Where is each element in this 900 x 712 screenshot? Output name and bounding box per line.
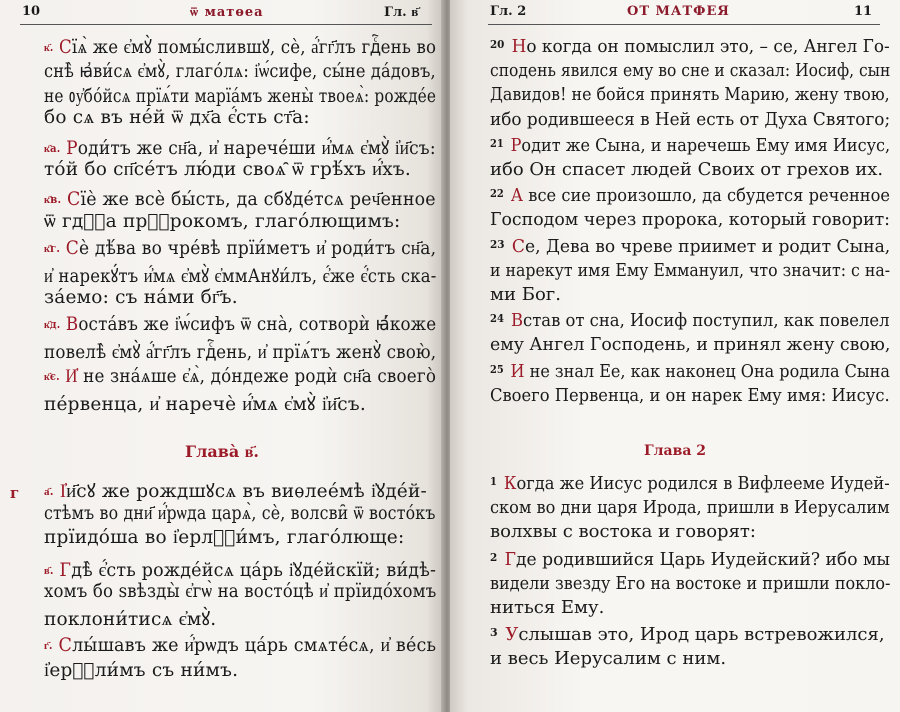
verse-line xyxy=(44,186,436,211)
verse-text: и нарекут имя Ему Еммануил, что значит: с на- xyxy=(490,259,891,281)
verse-line xyxy=(44,606,216,631)
verse-text: снѣ̀ ꙗ҆ви́сѧ є҆мꙋ̀, глаго́лѧ: і҆ѡ́сифе, сы́не да́довъ, xyxy=(44,61,436,83)
verse-text: ҆и҃сꙋ же рождшꙋсѧ въ виѳлее́мѣ і҆ꙋде́й- xyxy=(66,481,427,502)
verse-line xyxy=(490,135,890,156)
verse-initial: С xyxy=(65,238,80,260)
verse-line xyxy=(490,624,885,645)
verse-initial: К xyxy=(503,473,517,494)
verse-line xyxy=(490,84,890,105)
verse-text: о когда он помыслил это, – се, Ангел Го- xyxy=(526,36,890,57)
verse-initial: Г xyxy=(59,559,72,581)
verse-text: и҆ нарекꙋ́тъ и҆́мѧ є҆мꙋ̀ є҆ммАнꙋи́лъ, є҆́же є҆́сть ска- xyxy=(44,265,437,287)
verse-initial: И xyxy=(65,366,78,388)
verse-text: хомъ бо ѕвѣзды̀ є҆гѡ̀ на восто́цѣ и҆ прїидо́хомъ xyxy=(44,581,437,602)
verse-number: 1 xyxy=(490,475,497,488)
verse-text: ѿ гдⷭ҇а прⷪ҇рокомъ, глаго́лющимъ: xyxy=(44,210,401,232)
verse-number: к҃а. xyxy=(44,141,61,155)
verse-text: не знал Ее, как наконец Она родила Сына xyxy=(524,360,890,382)
verse-initial: Р xyxy=(66,137,78,159)
verse-text: Господом через пророка, который говорит: xyxy=(490,209,891,231)
verse-line xyxy=(490,60,890,81)
verse-initial: С xyxy=(58,635,73,656)
verse-line xyxy=(44,159,411,181)
verse-line xyxy=(44,263,436,288)
verse-line xyxy=(490,573,890,594)
verse-initial: Р xyxy=(510,134,522,156)
verse-initial: С xyxy=(511,235,525,257)
verse-line xyxy=(490,361,890,382)
verse-line xyxy=(44,339,436,364)
verse-text: і҆ерⷭ҇ли́мъ съ ни́мъ. xyxy=(44,659,239,681)
verse-line xyxy=(44,527,404,549)
verse-text: ҆ не зна́ѧше є҆ѧ̀, до́ндеже родѝ сн҃а своего̀ xyxy=(77,366,437,388)
verse-line xyxy=(490,473,890,494)
verse-number: 24 xyxy=(490,312,504,326)
verse-text: їѐ же всѐ бы́сть, да сбꙋде́тсѧ реч҃енное xyxy=(80,189,436,211)
verse-number: 21 xyxy=(490,136,504,150)
verse-line xyxy=(490,385,890,406)
verse-line xyxy=(44,391,366,416)
right-page xyxy=(450,0,900,712)
left-page-number: 10 xyxy=(22,4,41,19)
left-chapter-heading: Глава̀ в҃. xyxy=(185,442,259,461)
verse-line xyxy=(44,107,310,129)
verse-text: Давидов! не бойся принять Марию, жену твою, xyxy=(490,84,890,106)
verse-line xyxy=(44,366,436,388)
verse-line xyxy=(44,557,436,582)
verse-line xyxy=(44,58,436,83)
verse-initial: А xyxy=(510,185,524,207)
verse-number: к҃в. xyxy=(44,193,62,207)
verse-line xyxy=(44,478,427,503)
verse-initial: Н xyxy=(511,36,527,57)
verse-text: пе́рвенца, и҆ наречѐ и҆́мѧ є҆мꙋ̀ і҆и҃съ. xyxy=(44,393,366,415)
right-page-number: 11 xyxy=(854,4,873,19)
verse-text: стѣмъ во дни҃ и҆́рѡда царѧ̀, сѐ, волсви̑ ѿ восто́къ xyxy=(44,502,436,524)
verse-text: сподень явился ему во сне и сказал: Иосиф, сын xyxy=(490,60,891,82)
left-header-title: ѿ матѳеа xyxy=(190,5,264,20)
verse-text: ниться Ему. xyxy=(490,597,605,618)
verse-number: в҃. xyxy=(44,563,54,577)
verse-line xyxy=(44,135,436,160)
verse-number: а҃. xyxy=(44,485,54,498)
verse-line xyxy=(490,159,883,180)
verse-line xyxy=(44,635,436,657)
verse-line xyxy=(44,211,400,233)
verse-line xyxy=(490,109,890,130)
verse-text: де родившийся Царь Иудейский? ибо мы xyxy=(516,548,890,570)
verse-text: ѐ дѣ́ва во чре́вѣ прїи́метъ и҆ роди́тъ сн҃а, xyxy=(79,238,437,260)
verse-line xyxy=(490,260,890,281)
right-header-rule xyxy=(488,24,880,25)
verse-number: 22 xyxy=(490,187,504,201)
verse-line xyxy=(44,581,436,603)
right-header-title: ОТ МАТФЕЯ xyxy=(627,4,730,19)
verse-text: бо сѧ въ не́й ѿ дх҃а є҆́сть ст҃а: xyxy=(44,107,310,129)
verse-text: їѧ̀ же є҆мꙋ̀ помы́слившꙋ, сѐ, а҆́гг҃лъ гдⷭ҇ень во xyxy=(71,37,437,58)
verse-text: дѣ̀ є҆́сть рожде́йсѧ ца́рь і҆ꙋде́йскїй; ви́дѣ- xyxy=(71,559,437,581)
verse-text: волхвы с востока и говорят: xyxy=(490,521,756,543)
verse-line xyxy=(44,83,436,108)
verse-line xyxy=(490,236,890,257)
verse-line xyxy=(44,34,436,59)
verse-text: ибо Он спасет людей Своих от грехов их. xyxy=(490,159,884,180)
left-margin-mark: г xyxy=(10,484,20,502)
verse-text: ибо родившееся в Ней есть от Духа Святого; xyxy=(490,108,891,130)
right-chapter-heading: Глава 2 xyxy=(643,443,707,459)
verse-text: ему Ангел Господень, и принял жену свою, xyxy=(490,334,891,356)
verse-line xyxy=(490,334,890,355)
verse-number: к҃г. xyxy=(44,242,61,256)
left-header-rule xyxy=(20,24,432,25)
verse-line xyxy=(44,660,238,682)
verse-text: е, Дева во чреве приимет и родит Сына, xyxy=(524,235,891,257)
verse-text: за́емо: съ на́ми бг҃ъ. xyxy=(44,287,238,308)
verse-number: 2 xyxy=(490,550,498,564)
verse-line xyxy=(490,648,726,669)
verse-text: став от сна, Иосиф поступил, как повелел xyxy=(523,310,890,332)
verse-text: лы́шавъ же и҆́рѡдъ ца́рь смѧте́сѧ, и҆ ве́сь xyxy=(72,635,437,656)
verse-line xyxy=(490,310,890,331)
verse-initial: С xyxy=(67,189,81,211)
verse-line xyxy=(490,497,890,518)
verse-text: оди́тъ же сн҃а, и҆ нарече́ши и҆́мѧ є҆мꙋ̀ і҆и҃съ: xyxy=(77,137,436,159)
verse-initial: В xyxy=(510,310,524,332)
verse-line xyxy=(490,521,756,542)
verse-line xyxy=(490,597,604,618)
verse-text: одит же Сына, и наречешь Ему имя Иисус, xyxy=(521,134,891,156)
verse-initial: В xyxy=(65,314,79,336)
verse-text: прїидо́ша во і҆ерлⷭ҇и́мъ, глаго́люще: xyxy=(44,527,405,548)
verse-number: 25 xyxy=(490,362,504,376)
verse-number: к҃. xyxy=(44,41,54,54)
verse-number: 23 xyxy=(490,237,505,251)
verse-number: к҃є. xyxy=(44,370,60,384)
verse-line xyxy=(490,185,890,206)
verse-line xyxy=(490,284,561,305)
verse-number: г҃. xyxy=(44,639,53,652)
verse-line xyxy=(490,209,890,230)
left-header-chapter: Гл. в҃ xyxy=(384,5,419,20)
verse-initial: С xyxy=(58,37,72,58)
verse-text: Своего Первенца, и он нарек Ему имя: Иисус. xyxy=(490,384,890,406)
verse-number: 3 xyxy=(490,626,498,640)
verse-text: огда же Иисус родился в Вифлееме Иудей- xyxy=(516,473,890,494)
verse-initial: І xyxy=(59,481,67,502)
verse-text: то́й бо сп҃се́тъ лю́ди своѧ̑ ѿ грѣ́хъ и҆́хъ. xyxy=(44,159,411,180)
verse-number: 20 xyxy=(490,38,505,51)
verse-line xyxy=(490,36,890,57)
verse-line xyxy=(490,549,890,570)
verse-text: слышав это, Ирод царь встревожился, xyxy=(518,624,885,646)
verse-text: поклони́тисѧ є҆мꙋ̀. xyxy=(44,608,217,630)
verse-initial: У xyxy=(505,624,519,646)
verse-line xyxy=(44,287,238,309)
verse-line xyxy=(44,503,436,525)
verse-text: оста́въ же і҆ѡ́сифъ ѿ сна̀, сотворѝ ꙗ҆́коже xyxy=(78,314,437,336)
verse-text: видели звезду Его на востоке и пришли покло- xyxy=(490,572,891,594)
verse-text: ми Бог. xyxy=(490,284,561,305)
verse-text: и весь Иерусалим с ним. xyxy=(490,648,727,670)
verse-line xyxy=(44,238,436,260)
right-header-chapter: Гл. 2 xyxy=(490,4,527,19)
left-page xyxy=(0,0,444,712)
verse-initial: Г xyxy=(504,548,517,570)
verse-line xyxy=(44,314,436,336)
verse-number: к҃д. xyxy=(44,318,61,332)
verse-text: не ᲂу҆бо́йсѧ прїѧ́ти марїа́мъ жены̀ твоеѧ̀: рожде́е xyxy=(44,85,437,107)
verse-text: все сие произошло, да сбудется реченное xyxy=(523,185,891,207)
verse-initial: И xyxy=(510,360,525,382)
verse-text: ском во дни царя Ирода, пришли в Иерусалим xyxy=(490,497,890,519)
verse-text: повелѣ̀ є҆мꙋ̀ а҆́гг҃лъ гдⷭ҇ень, и҆ прїѧ́тъ женꙋ̀ свою̀, xyxy=(44,341,437,363)
